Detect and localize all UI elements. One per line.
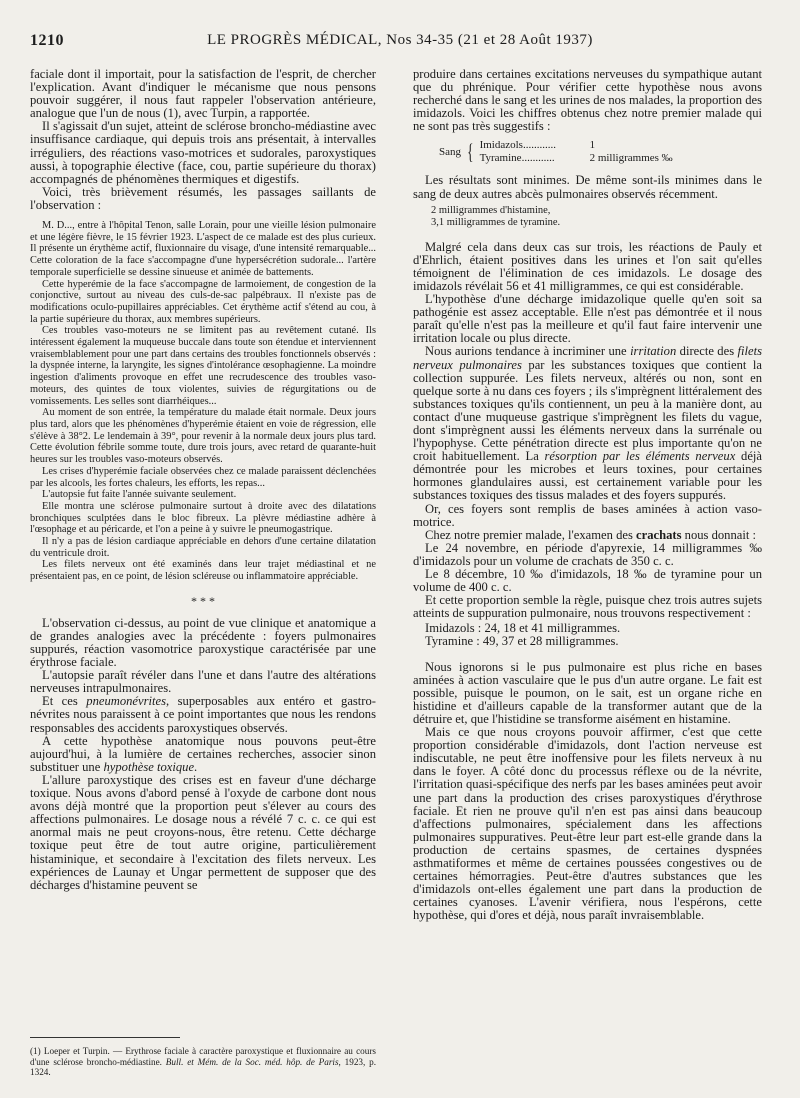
paragraph: Et ces pneumonévrites, superposables aux entéro et gastro-névrites nous paraissent à ce point importantes que nous les rendons responsables des accidents paroxystiques observés.	[30, 694, 376, 735]
measurement-list	[431, 205, 762, 230]
observation-paragraph: Elle montra une sclérose pulmonaire surtout à droite avec des dilatations bronchiques sculptées dans le bloc fibreux. La plèvre médiastine adhère à l'œsophage et au péricarde, et l'on a peine à y suivre le pneumogastrique.	[30, 500, 376, 536]
paragraph: Nous aurions tendance à incriminer une irritation directe des filets nerveux pulmonaires par les substances toxiques que contient la collection suppurée. Les filets nerveux, altérés ou non, sont en quelque sorte à nu dans ces foyers ; ils s'imprègnent littéralement des substances toxiques qu'ils contiennent, un peu à la manière dont, au contact d'une muqueuse gastrique s'imprègnent les filets du vague, dont s'imprègnent aussi les éléments nerveux dans la surrénale ou l'hypophyse. Cette pénétration directe est plus importante qu'on ne croit habituellement. La résorption par les éléments nerveux déjà démontrée pour les microbes et leurs toxines, pour certaines hormones glandulaires aussi, est certainement variable pour les substances toxiques des tissus malades et des foyers suppurés.	[413, 344, 763, 503]
table-row: Tyramine............ 2 milligrammes ‰	[479, 151, 673, 164]
paragraph: Il s'agissait d'un sujet, atteint de sclérose broncho-médiastine avec insuffisance cardiaque, qui depuis trois ans présentait, à intervalles irréguliers, des réactions vaso-motrices et sudorales, paroxystiques aussi, à topographie élective (face, cou, partie supérieure du thorax) accompagnés de phénomènes thermiques et digestifs.	[30, 119, 376, 186]
table-row: Imidazols............ 1	[479, 139, 596, 152]
paragraph: Voici, très brièvement résumés, les passages saillants de l'observation :	[30, 184, 376, 212]
running-title: LE PROGRÈS MÉDICAL, Nos 34-35 (21 et 28 Août 1937)	[207, 32, 593, 48]
paragraph: produire dans certaines excitations nerveuses du sympathique autant que du phrénique. Pour vérifier cette hypothèse nous avons recherché dans le sang et les urines de nos malades, la proportion des imidazols. Voici les chiffres obtenus chez notre premier malade qui ne sont pas très suggestifs :	[413, 67, 762, 134]
observation-paragraph: Les filets nerveux ont été examinés dans leur trajet médiastinal et ne présentaient pas, en ce point, de lésion scléreuse ou inflammatoire appréciable.	[30, 559, 376, 583]
paragraph: Mais ce que nous croyons pouvoir affirmer, c'est que cette proportion considérable d'imidazols, dont l'action nerveuse est indiscutable, ne peut être inoffensive pour les filets nerveux à nu dans le foyer. A côté donc du processus réflexe ou de la névrite, l'irritation quasi-spécifique des nerfs par les bases aminées peut avoir une part dans la production des crises paroxystiques d'érythrose faciale. Et rien ne prouve qu'il n'en est pas ainsi dans beaucoup d'affections pulmonaires, spécialement dans les affections pulmonaires suppuratives. Peut-être leur part est-elle grande dans la production de certains spasmes, de certaines dyspnées asthmatiformes et même de certaines poussées congestives ou de certaines hémorragies. Peut-être d'autres substances que les d'imidazols ont-elles également une part dans la production de certaines cyanoses. L'avenir vérifiera, nous l'espérons, cette hypothèse, qui d'ores et déjà, nous paraît invraisemblable.	[413, 725, 762, 923]
paragraph: faciale dont il importait, pour la satisfaction de l'esprit, de chercher l'explication. Avant d'indiquer le mécanisme que nous pensons pouvoir suggérer, il nous faut rappeler l'observation antérieure, analogue que l'un de nous (1), avec Turpin, a rapportée.	[30, 67, 376, 121]
section-separator: * * *	[191, 593, 215, 608]
observation-paragraph: Au moment de son entrée, la température du malade était normale. Deux jours plus tard, alors que les phénomènes d'hyperémie étaient en voie de régression, elle s'élève à 38°2. Le lendemain à 39°, pour revenir à la normale deux jours plus tard. Cette évolution fébrile somme toute, dure trois jours, avec retard de quarante-huit heures sur les troubles vaso-moteurs observés.	[30, 407, 376, 466]
brace: {	[467, 138, 474, 164]
paragraph: Le 8 décembre, 10 ‰ d'imidazols, 18 ‰ de tyramine pour un volume de 400 c. c.	[413, 567, 762, 595]
observation-paragraph: M. D..., entre à l'hôpital Tenon, salle Lorain, pour une vieille lésion pulmonaire et une légère fièvre, le 15 février 1923. L'aspect de ce malade est des plus curieux. Il présente un érythème actif, fluxionnaire du visage, d'une intensité remarquable... Cette coloration de la face s'accompagne d'une hypersécrétion sudorale... l'artère temporale superficielle se dessine sinueuse et animée de battements.	[30, 220, 376, 278]
paragraph: L'hypothèse d'une décharge imidazolique quelle qu'en soit sa pathogénie est assez acceptable. Elle n'est pas démontrée et il nous paraît qu'elle n'est pas la meilleure et qu'il faut faire intervenir une irritation locale ou plus directe.	[413, 292, 762, 346]
paragraph: L'autopsie paraît révéler dans l'une et dans l'autre des altérations nerveuses intrapulmonaires.	[30, 668, 376, 696]
counts-list	[425, 622, 762, 648]
paragraph: Et cette proportion semble la règle, puisque chez trois autres sujets atteints de suppuration pulmonaire, nous trouvons respectivement :	[413, 593, 762, 621]
paragraph: Nous ignorons si le pus pulmonaire est plus riche en bases aminées à action vasculaire que le pus d'un autre organe. Le fait est possible, puisque le poumon, on le sait, est un organe riche en histidine et d'ailleurs capable de la transformer autant que de la détruire et, que l'histidine se transforme aisément en histamine.	[413, 659, 762, 726]
sang-label: Sang	[439, 145, 461, 158]
paragraph: L'allure paroxystique des crises est en faveur d'une décharge toxique. Nous avons d'abord pensé à l'oxyde de carbone dont nous avons déjà montré que la proportion peut s'élever au cours des affections pulmonaires. Le dosage nous a révélé 7 c. c. ce qui est anormal mais ne peut croyons-nous, être retenu. Cette décharge toxique peut être de tout autre origine, particulièrement histaminique, et secondaire à l'excitation des filets nerveux. Les expériences de Launay et Ungar permettent de supposer que des décharges d'histamine peuvent se	[30, 772, 376, 892]
list-item: 3,1 milligrammes de tyramine.	[431, 217, 561, 229]
observation-paragraph: L'autopsie fut faite l'année suivante seulement.	[42, 489, 237, 501]
left-column	[30, 68, 376, 892]
paragraph: Les résultats sont minimes. De même sont-ils minimes dans le sang de deux autres abcès pulmonaires observés récemment.	[413, 173, 762, 201]
paragraph: Chez notre premier malade, l'examen des crachats nous donnait :	[425, 527, 757, 542]
list-item: Imidazols : 24, 18 et 41 milligrammes.	[425, 621, 621, 636]
paragraph: Or, ces foyers sont remplis de bases aminées à action vaso-motrice.	[413, 501, 762, 529]
list-item: Tyramine : 49, 37 et 28 milligrammes.	[425, 634, 619, 649]
observation-paragraph: Cette hyperémie de la face s'accompagne de larmoiement, de congestion de la conjonctive, surtout au niveau des culs-de-sac palpébraux. Il n'existe pas de modifications oculo-pupillaires appréciables. Cet érythème actif s'étend au cou, à la partie supérieure du thorax, aux membres supérieurs.	[30, 278, 376, 325]
right-column	[413, 68, 762, 922]
observation-paragraph: Ces troubles vaso-moteurs ne se limitent pas au revêtement cutané. Ils intéressent également la muqueuse buccale dans toute son étendue et interviennent vraisemblablement pour une part dans certains des troubles fonctionnels observés : la dyspnée interne, la laryngite, les signes d'intolérance œsophagienne. La moindre ingestion d'aliments provoque en effet une recrudescence des troubles vaso-moteurs, des quintes de toux violentes, suivies de régurgitations ou de vomissements. Les selles sont diarrhéiques...	[30, 325, 376, 407]
footnote: (1) Loeper et Turpin. — Erythrose faciale à caractère paroxystique et fluxionnaire au cours d'une sclérose broncho-médiastine. Bull. et Mém. de la Soc. méd. hôp. de Paris, 1923, p. 1324.	[30, 1037, 376, 1078]
observation-paragraph: Il n'y a pas de lésion cardiaque appréciable en dehors d'une certaine dilatation du ventricule droit.	[30, 536, 376, 559]
footnote-rule	[30, 1037, 180, 1038]
blood-results-table	[439, 139, 762, 164]
page-header	[30, 32, 770, 52]
list-item: 2 milligrammes d'histamine,	[431, 204, 551, 216]
paragraph: Malgré cela dans deux cas sur trois, les réactions de Pauly et d'Ehrlich, étaient positives dans les urines et l'on sait qu'elles témoignent de l'élimination de ces imidazols. Le dosage des imidazols révélait 56 et 41 milligrammes, ce qui est considérable.	[413, 239, 762, 293]
page-number: 1210	[30, 32, 64, 49]
paragraph: Le 24 novembre, en période d'apyrexie, 14 milligrammes ‰ d'imidazols pour un volume de crachats de 350 c. c.	[413, 540, 762, 568]
observation-paragraph: Les crises d'hyperémie faciale observées chez ce malade paraissent déclenchées par les alcools, les fortes chaleurs, les efforts, les repas...	[30, 465, 376, 489]
paragraph: L'observation ci-dessus, au point de vue clinique et anatomique a de grandes analogies avec la précédente : foyers pulmonaires suppurés, réaction vasomotrice paroxystique caractérisée par une érythrose faciale.	[30, 615, 376, 670]
paragraph: A cette hypothèse anatomique nous pouvons peut-être aujourd'hui, à la lumière de certaines recherches, associer sinon substituer une hypothèse toxique.	[30, 733, 376, 774]
